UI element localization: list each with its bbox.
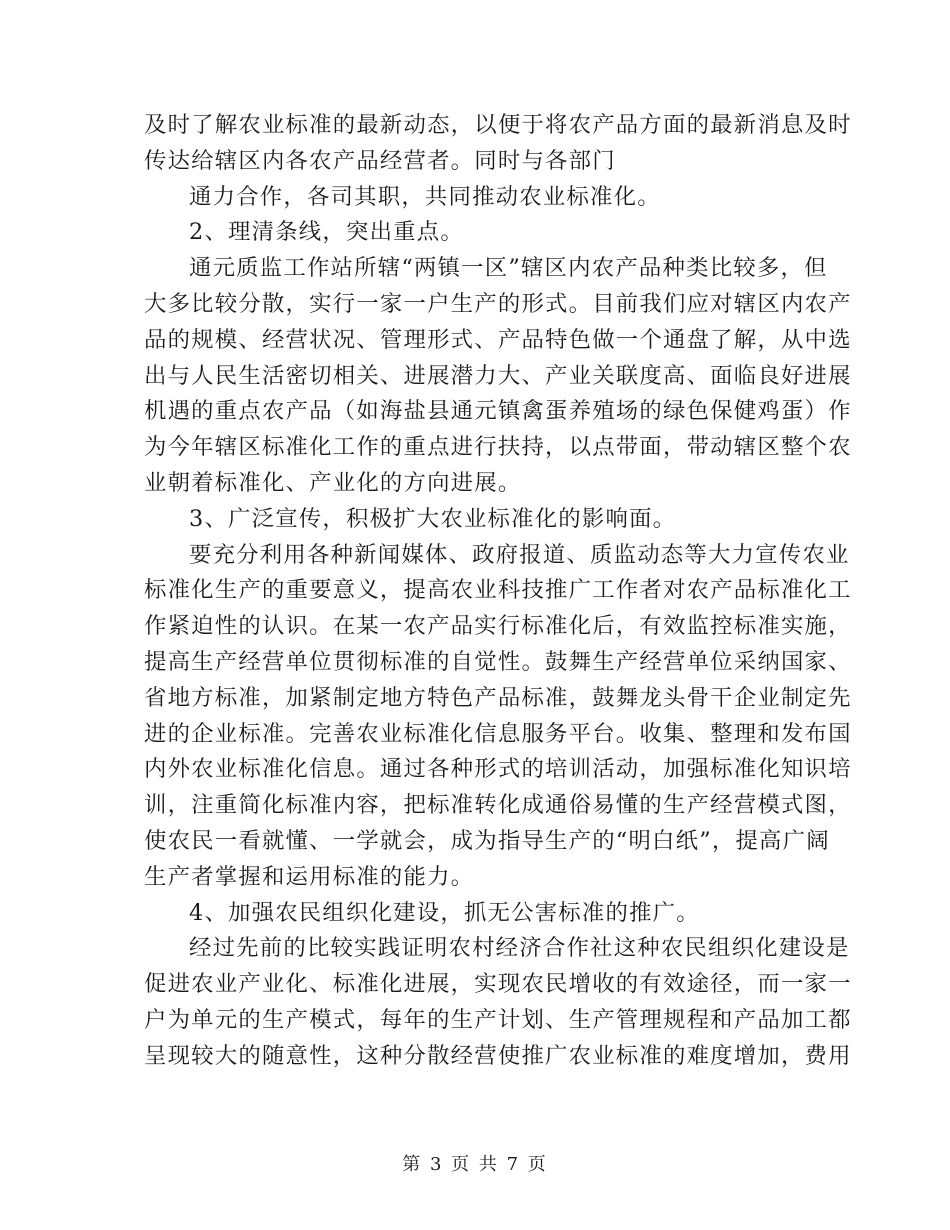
text-line: 业朝着标准化、产业化的方向进展。 bbox=[144, 469, 522, 496]
section-heading: 2、理清条线，突出重点。 bbox=[189, 219, 464, 246]
text-line: 生产者掌握和运用标准的能力。 bbox=[144, 863, 475, 890]
text-line: 要充分利用各种新闻媒体、政府报道、质监动态等大力宣传农业 bbox=[189, 541, 850, 568]
page-number: 第 3 页 共 7 页 bbox=[402, 1154, 548, 1175]
document-body bbox=[144, 108, 852, 1075]
text-line: 机遇的重点农产品（如海盐县通元镇禽蛋养殖场的绿色保健鸡蛋）作 bbox=[144, 398, 852, 425]
text-line: 呈现较大的随意性，这种分散经营使推广农业标准的难度增加，费用 bbox=[144, 1042, 852, 1069]
section-heading: 4、加强农民组织化建设，抓无公害标准的推广。 bbox=[189, 899, 700, 926]
text-line: 进的企业标准。完善农业标准化信息服务平台。收集、整理和发布国 bbox=[144, 720, 852, 747]
text-line: 大多比较分散，实行一家一户生产的形式。目前我们应对辖区内农产 bbox=[144, 290, 852, 317]
text-line: 内外农业标准化信息。通过各种形式的培训活动，加强标准化知识培 bbox=[144, 756, 852, 783]
text-line: 传达给辖区内各农产品经营者。同时与各部门 bbox=[144, 147, 616, 174]
text-line: 出与人民生活密切相关、进展潜力大、产业关联度高、面临良好进展 bbox=[144, 362, 852, 389]
text-line: 品的规模、经营状况、管理形式、产品特色做一个通盘了解，从中选 bbox=[144, 326, 852, 353]
text-line: 通元质监工作站所辖“两镇一区”辖区内农产品种类比较多，但 bbox=[189, 255, 828, 282]
text-line: 促进农业产业化、标准化进展，实现农民增收的有效途径，而一家一 bbox=[144, 971, 852, 998]
text-line: 作紧迫性的认识。在某一农产品实行标准化后，有效监控标准实施， bbox=[144, 613, 852, 640]
text-line: 户为单元的生产模式，每年的生产计划、生产管理规程和产品加工都 bbox=[144, 1006, 852, 1033]
text-line: 训，注重简化标准内容，把标准转化成通俗易懂的生产经营模式图， bbox=[144, 792, 852, 819]
text-line: 通力合作，各司其职，共同推动农业标准化。 bbox=[189, 183, 661, 210]
text-line: 经过先前的比较实践证明农村经济合作社这种农民组织化建设是 bbox=[189, 935, 850, 962]
text-line: 省地方标准，加紧制定地方特色产品标准，鼓舞龙头骨干企业制定先 bbox=[144, 684, 852, 711]
text-line: 及时了解农业标准的最新动态，以便于将农产品方面的最新消息及时 bbox=[144, 112, 852, 138]
section-heading: 3、广泛宣传，积极扩大农业标准化的影响面。 bbox=[189, 505, 677, 532]
text-line: 标准化生产的重要意义，提高农业科技推广工作者对农产品标准化工 bbox=[144, 577, 852, 604]
text-line: 为今年辖区标准化工作的重点进行扶持，以点带面，带动辖区整个农 bbox=[144, 434, 852, 461]
text-line: 使农民一看就懂、一学就会，成为指导生产的“明白纸”，提高广阔 bbox=[144, 827, 830, 854]
text-line: 提高生产经营单位贯彻标准的自觉性。鼓舞生产经营单位采纳国家、 bbox=[144, 648, 852, 675]
